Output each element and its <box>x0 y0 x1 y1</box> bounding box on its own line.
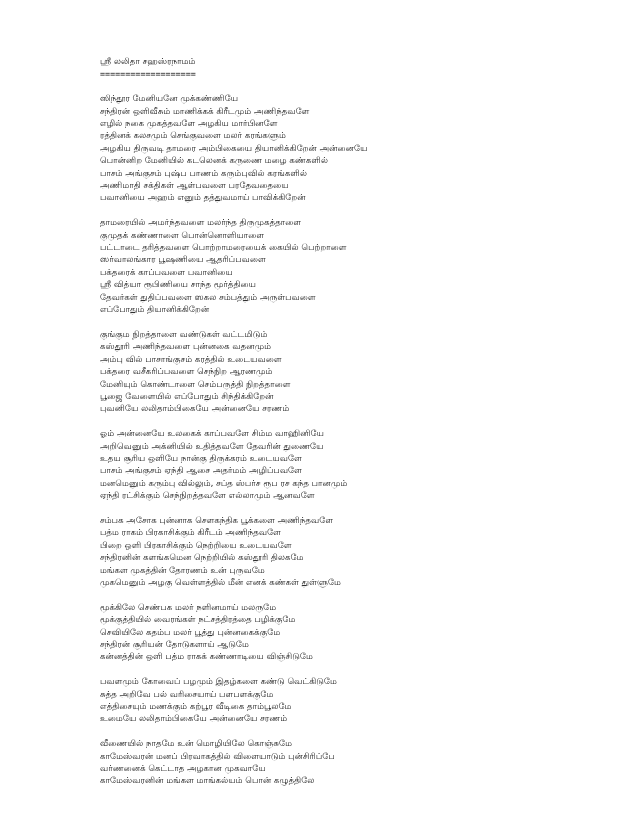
verse-line: பவானியை அஹம் எனும் தத்துவமாய் பாவிக்கிறேன் <box>100 193 306 204</box>
verse-line: பத்ம ராகம் பிரகாசிக்கும் கிரீடம் அணிந்தவளே <box>100 528 281 539</box>
title-underline: =================== <box>100 69 196 80</box>
verse-line: புவனியே லலிதாம்பிகையே அன்னையே சரணம் <box>100 404 290 415</box>
verse-line: கஸ்தூரி அணிந்தவளை புன்னகை வதனமும் <box>100 342 272 353</box>
verse-line: தாமரையில் அமர்ந்தவளை மலர்ந்த திருமுகத்தாளை <box>100 218 302 229</box>
verse-line: அம்பு வில் பாசாங்குசம் கரத்தில் உடையவளை <box>100 354 282 365</box>
verse-line: ஸிந்தூர மேனியனே முக்கண்ணியே <box>100 94 239 105</box>
verse-line: பக்தரை வசீகரிப்பவளை செந்நிற ஆரணமும் <box>100 367 273 378</box>
verse-line: பாசம் அங்குசம் ஏந்தி ஆசை அதர்மம் அழிப்பவளே <box>100 466 302 477</box>
verse-line: முகமெனும் அழகு வெள்ளத்தில் மீன் எனக் கண்கள் துள்ளுமே <box>100 577 341 588</box>
verse-line: செவியிலே கதம்ப மலர் பூத்து புன்னகைக்குமே <box>100 627 281 638</box>
verse-line: உதய சூரிய ஒளியே நான்கு திருக்கரம் உடையவளே <box>100 453 302 464</box>
verse-line: எழில் நகை முகத்தவளே அழகிய மார்பினளே <box>100 119 278 130</box>
verse-line: கன்னத்தின் ஒளி பத்ம ராகக் கண்ணாடியை விஞ்சிடுமே <box>100 652 313 663</box>
stanza <box>100 217 598 316</box>
verse-line: வீணையில் நாதமே உன் மொழியிலே கொஞ்சுமே <box>100 739 293 750</box>
verse-line: பொன்னிற மேனியில் கடலெனக் கருணை மழை கண்களில் <box>100 156 328 167</box>
verse-line: காமேஸ்வரன் மனப் பிரவாகத்தில் விளையாடும் புன்சிரிப்பே <box>100 751 335 762</box>
verse-line: பக்தரைக் காப்பவளை பவானியை <box>100 267 233 278</box>
stanza <box>100 515 598 589</box>
verse-line: பாசம் அங்குசம் புஷ்ப பாணம் கரும்புவில் கரங்களில் <box>100 168 307 179</box>
verse-line: எப்போதும் தியானிக்கிறேன் <box>100 305 210 316</box>
verse-line: குங்கும நிறத்தாளை வண்டுகள் வட்டமிடும் <box>100 329 268 340</box>
stanza <box>100 93 598 205</box>
verse-line: சந்திரன் ஒளிவீசும் மாணிக்கக் கிரீடமும் அணிந்தவளே <box>100 106 310 117</box>
stanza <box>100 602 598 664</box>
verse-line: அழகிய திருவடி தாமரை அம்பிகையை தியானிக்கிறேன் அன்னையே <box>100 143 368 154</box>
verse-line: மூக்குத்தியில் வைரங்கள் நட்சத்திரத்தை பழிக்குமே <box>100 615 296 626</box>
verse-line: மூக்கிலே செண்பக மலர் நளினமாய் மலருமே <box>100 602 277 613</box>
verse-line: உமையே லலிதாம்பிகையே அன்னையே சரணம் <box>100 714 288 725</box>
stanza <box>100 428 598 502</box>
stanza <box>100 738 598 788</box>
verse-line: சந்திரனின் களங்கமென நெற்றியில் கஸ்தூரி திலகமே <box>100 553 304 564</box>
verse-line: ஏந்தி ரட்சிக்கும் செந்நிறத்தவளே எல்லாமும் ஆனவளே <box>100 491 315 502</box>
stanza <box>100 329 598 416</box>
verse-line: எத்திசையும் மணக்கும் கற்பூர வீடிகை தாம்பூலமே <box>100 702 292 713</box>
stanza <box>100 676 598 726</box>
verse-line: பவளமும் கோவைப் பழமும் இதழ்களை கண்டு வெட்கிடுமே <box>100 677 337 688</box>
verse-line: காமேஸ்வரனின் மங்கள மாங்கல்யம் பொன் கழுத்திலே <box>100 776 315 787</box>
verse-line: பூஜை வேளையில் எப்போதும் சிந்திக்கிறேன் <box>100 391 274 402</box>
verse-line: ஓம் அன்னையே உலகைக் காப்பவளே சிம்ம வாஹினியே <box>100 429 325 440</box>
verse-line: மேனியும் கொண்டாளை செம்பருத்தி நிறத்தாளை <box>100 379 291 390</box>
document-title: ஸ்ரீ லலிதா சஹஸ்ரநாமம் <box>100 57 196 67</box>
verse-line: ஸ்ரீ வித்யா ரூபிணியை சாந்த மூர்த்தியை <box>100 280 257 291</box>
verse-line: தேவர்கள் துதிப்பவளை ஸகல சம்பத்தும் அருள்பவளை <box>100 292 316 303</box>
verse-line: பிறை ஒளி பிரகாசிக்கும் நெற்றியை உடையவளே <box>100 540 292 551</box>
verse-line: ஸர்வாலங்கார பூஷணியை ஆதரிப்பவளை <box>100 255 266 266</box>
verse-line: சுத்த அறிவே பல் வரிசையாய் பளபளக்குமே <box>100 689 274 700</box>
verse-line: மனமெனும் கரும்பு வில்லும், சப்த ஸ்பர்ச ரூப ரச கந்த பானமும் <box>100 478 348 489</box>
verse-line: சம்பக அசோக புன்னாக சௌகந்திக பூக்களை அணிந்தவளே <box>100 515 334 526</box>
verse-line: அணிமாதி சக்திகள் ஆள்பவளை பரதேவதையை <box>100 181 289 192</box>
verse-body <box>100 93 598 788</box>
verse-line: வர்ணனைக் கெட்டாத அழகான முகவாயே <box>100 764 266 775</box>
verse-line: சந்திரன் சூரியன் தோடுகளாய் ஆடுமே <box>100 640 249 650</box>
verse-line: அறிவெனும் அக்னியில் உதித்தவளே தேவரின் துணையே <box>100 441 324 452</box>
verse-line: பட்டாடை தரித்தவளை பொற்றாமரையைக் கையில் பெற்றாளை <box>100 243 347 254</box>
verse-line: ரத்தினக் கலசமும் செங்குவளை மலர் கரங்களும் <box>100 131 286 142</box>
verse-line: குமுதக் கண்ணாளை பொன்னொளியாளை <box>100 230 265 241</box>
verse-line: மங்கள முகத்தின் தோரணம் உன் புருவமே <box>100 565 265 576</box>
spacer <box>100 81 598 93</box>
